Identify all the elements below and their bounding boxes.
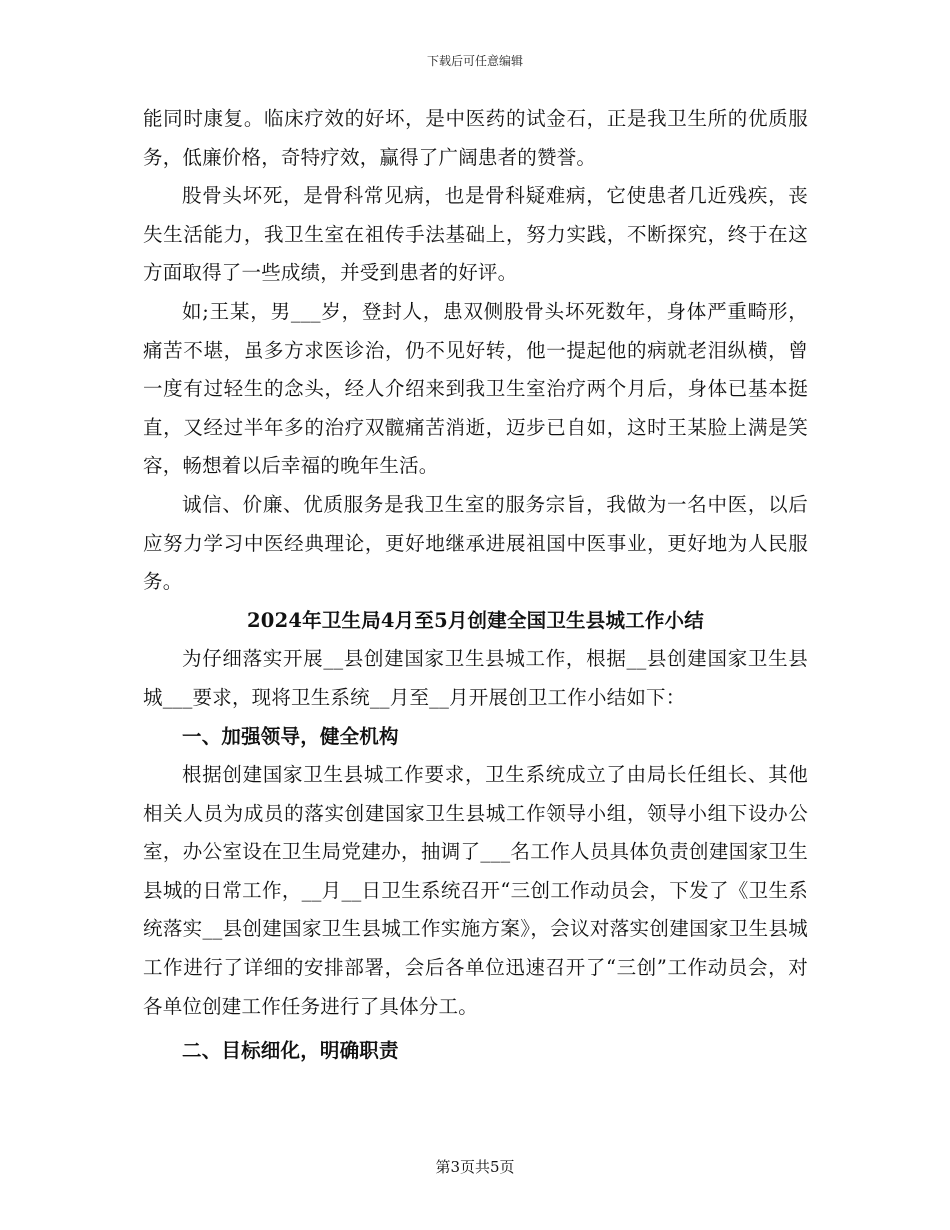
document-body xyxy=(143,100,808,1071)
paragraph-case-example: 如;王某，男___岁，登封人，患双侧股骨头坏死数年，身体严重畸形，痛苦不堪，虽多方求医诊治，仍不见好转，他一提起他的病就老泪纵横，曾一度有过轻生的念头，经人介绍来到我卫生室治疗两个月后，身体已基本挺直，又经过半年多的治疗双髋痛苦消逝，迈步已自如，这时王某脸上满是笑容，畅想着以后幸福的晚年生活。 xyxy=(143,299,808,478)
page-number: 第3页共5页 xyxy=(435,1158,515,1176)
paragraph-service-tenet: 诚信、价廉、优质服务是我卫生室的服务宗旨，我做为一名中医，以后应努力学习中医经典理论，更好地继承进展祖国中医事业，更好地为人民服务。 xyxy=(143,492,808,594)
page-header: 下载后可任意编辑 xyxy=(426,54,523,68)
paragraph-intro: 为仔细落实开展__县创建国家卫生县城工作，根据__县创建国家卫生县城___要求，现将卫生系统__月至__月开展创卫工作小结如下： xyxy=(143,647,808,709)
heading-leadership: 一、加强领导，健全机构 xyxy=(182,724,399,748)
paragraph-leadership: 根据创建国家卫生县城工作要求，卫生系统成立了由局长任组长、其他相关人员为成员的落实创建国家卫生县城工作领导小组，领导小组下设办公室，办公室设在卫生局党建办，抽调了___名工作人员具体负责创建国家卫生县城的日常工作，__月__日卫生系统召开“三创工作动员会，下发了《卫生系统落实__县创建国家卫生县城工作实施方案》，会议对落实创建国家卫生县城工作进行了详细的安排部署，会后各单位迅速召开了“三创”工作动员会，对各单位创建工作任务进行了具体分工。 xyxy=(143,763,808,1018)
paragraph-femoral-head: 股骨头坏死，是骨科常见病，也是骨科疑难病，它使患者几近残疾，丧失生活能力，我卫生室在祖传手法基础上，努力实践，不断探究，终于在这方面取得了一些成绩，并受到患者的好评。 xyxy=(143,184,808,285)
paragraph-continuation: 能同时康复。临床疗效的好坏，是中医药的试金石，正是我卫生所的优质服务，低廉价格，奇特疗效，赢得了广阔患者的赞誉。 xyxy=(143,107,808,169)
heading-goals: 二、目标细化，明确职责 xyxy=(182,1039,399,1063)
section-title: 2024年卫生局4月至5月创建全国卫生县城工作小结 xyxy=(247,608,704,632)
